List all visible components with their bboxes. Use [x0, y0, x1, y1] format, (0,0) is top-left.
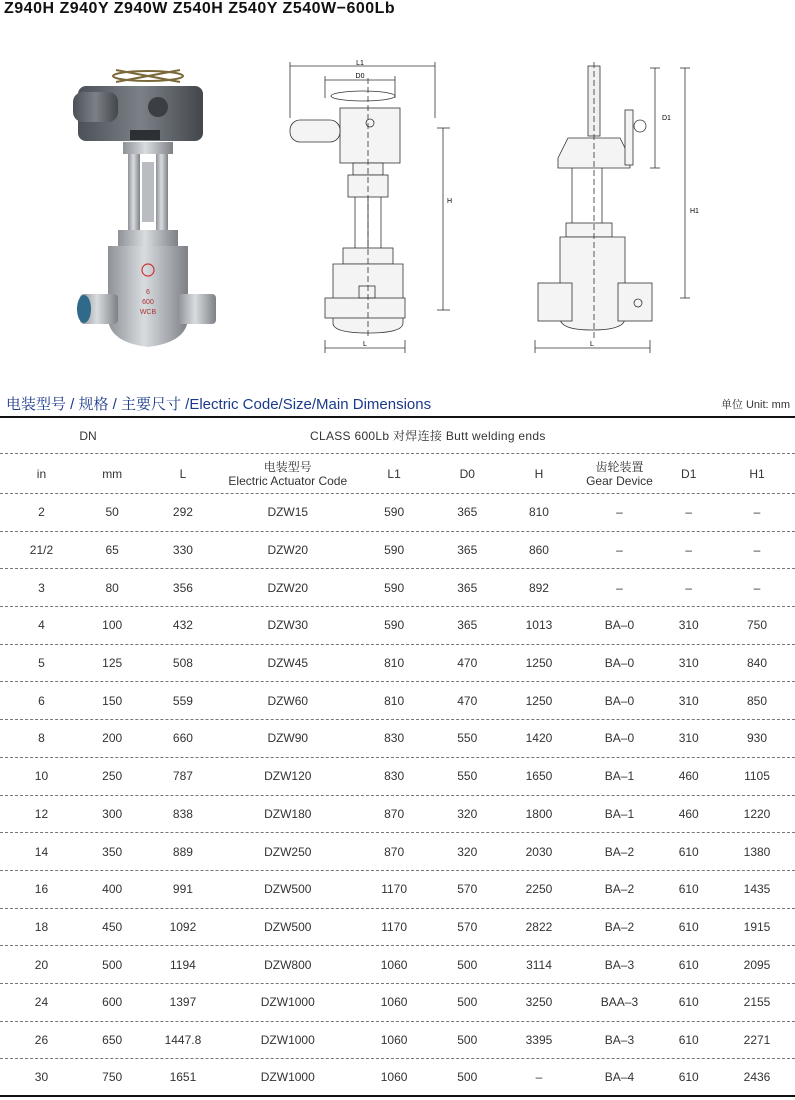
table-cell: 1397: [169, 995, 197, 1010]
table-cell: DZW1000: [260, 995, 315, 1010]
table-cell: 365: [457, 505, 478, 520]
table-cell: 500: [457, 1032, 478, 1047]
table-cell: 1447.8: [164, 1032, 202, 1047]
table-cell: 1220: [743, 806, 771, 821]
table-row: [0, 494, 795, 532]
table-cell: 787: [172, 769, 193, 784]
table-cell: 4: [38, 618, 45, 633]
table-cell: 200: [102, 731, 123, 746]
table-cell: 860: [528, 543, 549, 558]
table-cell: BA–1: [604, 769, 635, 784]
table-cell: 1092: [169, 919, 197, 934]
table-cell: 470: [457, 693, 478, 708]
table-cell: 2030: [525, 844, 553, 859]
table-cell: 292: [172, 505, 193, 520]
table-cell: 460: [678, 806, 699, 821]
table-cell: BA–0: [604, 693, 635, 708]
table-row: [0, 946, 795, 984]
table-cell: 830: [384, 769, 405, 784]
table-cell: DZW30: [267, 618, 309, 633]
table-cell: 5: [38, 656, 45, 671]
table-cell: 590: [384, 580, 405, 595]
table-cell: 1060: [380, 1032, 408, 1047]
table-cell: DZW500: [264, 919, 312, 934]
table-body: [0, 494, 795, 1097]
table-cell: 1380: [743, 844, 771, 859]
table-cell: 10: [34, 769, 49, 784]
table-cell: 350: [102, 844, 123, 859]
table-row: [0, 871, 795, 909]
header-gear: [580, 460, 658, 488]
table-row: [0, 645, 795, 683]
table-cell: –: [535, 1070, 543, 1085]
table-cell: 610: [678, 919, 699, 934]
svg-text:6: 6: [146, 289, 150, 296]
table-cell: 2: [38, 505, 45, 520]
table-cell: 2155: [743, 995, 771, 1010]
table-cell: 1420: [525, 731, 553, 746]
table-cell: BA–0: [604, 618, 635, 633]
table-cell: BAA–3: [600, 995, 639, 1010]
table-cell: 125: [102, 656, 123, 671]
header-gear-en: Gear Device: [586, 473, 653, 488]
table-cell: 1800: [525, 806, 553, 821]
table-cell: 610: [678, 995, 699, 1010]
table-cell: 80: [105, 580, 119, 595]
table-cell: DZW120: [264, 769, 312, 784]
table-cell: DZW1000: [260, 1032, 315, 1047]
svg-text:WCB: WCB: [139, 309, 157, 316]
table-cell: 30: [34, 1070, 49, 1085]
table-cell: –: [685, 543, 693, 558]
table-cell: 1170: [381, 882, 408, 897]
table-cell: –: [616, 505, 623, 520]
table-row: [0, 682, 795, 720]
table-cell: 590: [384, 505, 405, 520]
dim-label-l1: L1: [356, 60, 364, 67]
table-cell: 590: [384, 543, 405, 558]
table-cell: 810: [384, 656, 405, 671]
header-l: L: [179, 466, 187, 481]
header-l1: L1: [387, 466, 401, 481]
table-cell: 650: [102, 1032, 123, 1047]
table-cell: 150: [102, 693, 123, 708]
table-cell: 610: [678, 1070, 699, 1085]
table-row: [0, 607, 795, 645]
table-cell: DZW45: [267, 656, 309, 671]
table-cell: 3250: [525, 995, 553, 1010]
class-label: CLASS 600Lb 对焊连接 Butt welding ends: [310, 428, 546, 443]
header-gear-cn: 齿轮装置: [595, 459, 644, 474]
table-cell: 500: [457, 995, 478, 1010]
dn-label: DN: [79, 428, 97, 443]
dim-label-h: H: [447, 198, 453, 205]
table-cell: 16: [34, 882, 49, 897]
table-cell: 26: [34, 1032, 49, 1047]
header-in: in: [36, 466, 47, 481]
table-cell: 838: [172, 806, 193, 821]
table-cell: 3395: [525, 1032, 553, 1047]
table-cell: 21/2: [29, 543, 54, 558]
table-cell: 470: [457, 656, 478, 671]
table-cell: 356: [172, 580, 193, 595]
table-cell: 870: [384, 844, 405, 859]
table-cell: 600: [102, 995, 123, 1010]
header-d1: D1: [681, 466, 697, 481]
table-cell: 1194: [170, 957, 196, 972]
table-cell: 432: [172, 618, 193, 633]
table-cell: 50: [105, 505, 119, 520]
table-cell: 300: [102, 806, 123, 821]
table-cell: 610: [678, 844, 699, 859]
table-cell: 840: [746, 656, 767, 671]
table-cell: 65: [105, 543, 119, 558]
table-cell: 330: [172, 543, 193, 558]
table-row: [0, 532, 795, 570]
valve-photo: [68, 62, 218, 362]
table-cell: 550: [457, 731, 478, 746]
table-cell: DZW60: [267, 693, 309, 708]
table-cell: 3114: [526, 957, 552, 972]
table-cell: 500: [457, 1070, 478, 1085]
table-cell: 500: [457, 957, 478, 972]
table-cell: 2436: [743, 1070, 771, 1085]
table-row: [0, 1059, 795, 1097]
table-cell: 6: [38, 693, 45, 708]
header-actuator: [224, 460, 351, 488]
table-cell: DZW500: [264, 882, 312, 897]
table-row: [0, 984, 795, 1022]
table-cell: 2095: [743, 957, 771, 972]
table-cell: –: [616, 580, 623, 595]
table-cell: 830: [384, 731, 405, 746]
table-cell: –: [753, 505, 761, 520]
header-actuator-cn: 电装型号: [263, 459, 312, 474]
dim-label-l2: L: [590, 341, 594, 348]
table-cell: BA–2: [604, 844, 635, 859]
table-cell: 1250: [525, 693, 553, 708]
table-cell: DZW90: [267, 731, 309, 746]
table-cell: 1651: [169, 1070, 197, 1085]
unit-label: 单位 Unit: mm: [720, 399, 790, 411]
table-row: [0, 720, 795, 758]
table-cell: 1013: [525, 618, 553, 633]
table-cell: 508: [172, 656, 193, 671]
table-cell: DZW20: [267, 543, 309, 558]
table-row: [0, 909, 795, 947]
table-cell: DZW15: [267, 505, 309, 520]
table-cell: 365: [457, 618, 478, 633]
table-row: [0, 758, 795, 796]
table-cell: –: [685, 580, 693, 595]
table-cell: 310: [678, 731, 699, 746]
table-cell: 870: [384, 806, 405, 821]
table-cell: 2271: [743, 1032, 771, 1047]
table-cell: BA–3: [604, 1032, 635, 1047]
table-cell: 3: [38, 580, 45, 595]
table-row: [0, 833, 795, 871]
table-cell: 365: [457, 580, 478, 595]
table-cell: 660: [172, 731, 193, 746]
table-cell: –: [616, 543, 623, 558]
table-cell: 559: [172, 693, 193, 708]
table-cell: –: [753, 543, 761, 558]
table-cell: BA–2: [604, 882, 635, 897]
table-cell: 310: [678, 693, 699, 708]
table-cell: 1105: [744, 769, 770, 784]
table-cell: 550: [457, 769, 478, 784]
table-cell: 14: [34, 844, 49, 859]
table-cell: 460: [678, 769, 699, 784]
table-cell: DZW20: [267, 580, 309, 595]
table-cell: 750: [746, 618, 767, 633]
table-cell: 750: [102, 1070, 123, 1085]
table-row: [0, 1022, 795, 1060]
table-cell: 1915: [743, 919, 771, 934]
dim-label-d0: D0: [355, 73, 365, 80]
table-cell: 1435: [743, 882, 771, 897]
table-cell: 2250: [525, 882, 553, 897]
table-cell: 250: [102, 769, 123, 784]
table-cell: 892: [528, 580, 549, 595]
dimensions-table: [0, 418, 795, 1097]
valve-drawing-electric: [285, 58, 485, 358]
table-cell: 850: [746, 693, 767, 708]
table-cell: BA–0: [604, 656, 635, 671]
table-cell: 930: [746, 731, 767, 746]
table-cell: BA–0: [604, 731, 635, 746]
table-group-header: [0, 418, 795, 454]
table-cell: 310: [678, 656, 699, 671]
table-cell: 1650: [525, 769, 553, 784]
table-cell: DZW800: [264, 957, 312, 972]
header-h1: H1: [749, 466, 765, 481]
table-cell: 991: [172, 882, 193, 897]
table-cell: 1060: [380, 957, 408, 972]
table-cell: 570: [457, 882, 478, 897]
table-cell: –: [685, 505, 693, 520]
table-cell: DZW180: [264, 806, 312, 821]
table-row: [0, 796, 795, 834]
table-row: [0, 569, 795, 607]
table-cell: 20: [34, 957, 49, 972]
table-cell: 12: [34, 806, 49, 821]
table-cell: 610: [678, 882, 699, 897]
table-cell: 450: [102, 919, 123, 934]
table-cell: 1170: [381, 919, 408, 934]
table-cell: DZW250: [264, 844, 312, 859]
dim-label-l: L: [363, 341, 367, 348]
dim-label-h1: H1: [690, 208, 699, 215]
dim-label-d1: D1: [662, 115, 671, 122]
table-cell: 24: [34, 995, 49, 1010]
table-cell: 400: [102, 882, 123, 897]
table-cell: 320: [457, 844, 478, 859]
table-cell: 310: [678, 618, 699, 633]
table-cell: BA–3: [604, 957, 635, 972]
header-d0: D0: [459, 466, 475, 481]
table-cell: DZW1000: [260, 1070, 315, 1085]
table-cell: 2822: [525, 919, 553, 934]
header-actuator-en: Electric Actuator Code: [228, 473, 348, 488]
table-cell: 810: [384, 693, 405, 708]
table-cell: BA–4: [604, 1070, 635, 1085]
table-cell: 590: [384, 618, 405, 633]
table-cell: 810: [528, 505, 549, 520]
table-header-row: [0, 454, 795, 494]
header-h: H: [534, 466, 544, 481]
valve-drawing-gear: [530, 58, 710, 358]
page-title: Z940H Z940Y Z940W Z540H Z540Y Z540W−600Lb: [4, 0, 396, 17]
table-cell: 320: [457, 806, 478, 821]
header-mm: mm: [102, 466, 123, 481]
section-title: 电装型号 / 规格 / 主要尺寸 /Electric Code/Size/Main Dimensions: [6, 396, 432, 413]
table-cell: 1060: [380, 1070, 408, 1085]
table-cell: 1250: [525, 656, 553, 671]
table-cell: BA–2: [604, 919, 635, 934]
table-cell: 8: [38, 731, 45, 746]
table-cell: BA–1: [604, 806, 635, 821]
table-cell: 100: [102, 618, 123, 633]
table-cell: 365: [457, 543, 478, 558]
table-cell: 889: [172, 844, 193, 859]
table-cell: 500: [102, 957, 123, 972]
table-cell: 570: [457, 919, 478, 934]
table-cell: 610: [678, 1032, 699, 1047]
table-cell: –: [753, 580, 761, 595]
table-cell: 1060: [380, 995, 408, 1010]
svg-text:600: 600: [142, 299, 154, 306]
table-cell: 610: [678, 957, 699, 972]
table-cell: 18: [34, 919, 49, 934]
